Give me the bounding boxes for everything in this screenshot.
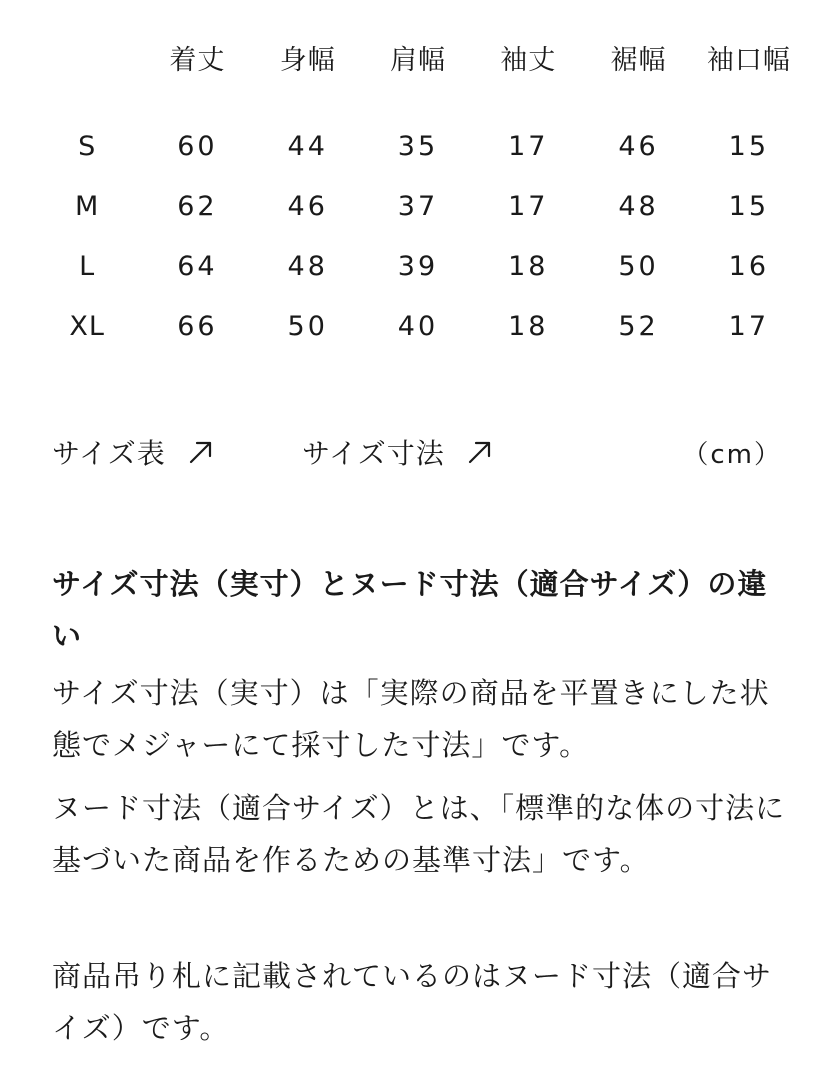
table-cell: 64 [177,250,218,282]
table-cell: 35 [397,130,439,162]
unit-label: （cm） [682,440,782,470]
header-shoulder-width: 肩幅 [389,44,446,76]
table-cell: 18 [508,250,549,282]
table-cell: 17 [728,310,770,342]
table-cell: 17 [508,190,549,222]
table-cell: 37 [397,190,439,222]
table-cell: 18 [508,310,549,342]
table-spacer [32,86,804,116]
table-row [32,116,804,176]
table-cell: 48 [618,190,659,222]
table-row [32,236,804,296]
table-cell: 62 [177,190,218,222]
size-chart-link[interactable] [52,432,214,472]
table-cell: 44 [287,130,328,162]
header-hem-width: 裾幅 [610,44,667,76]
table-cell: 46 [618,130,659,162]
header-length: 着丈 [169,44,226,76]
table-cell: 60 [177,130,218,162]
header-sleeve-length: 袖丈 [500,44,557,76]
size-table [32,28,804,356]
table-cell: 15 [728,130,770,162]
table-row [32,296,804,356]
header-cuff-width: 袖口幅 [706,44,791,76]
table-cell: 40 [397,310,439,342]
size-measurement-link[interactable] [302,432,493,472]
paragraph-actual-size: サイズ寸法（実寸）は「実際の商品を平置きにした状態でメジャーにて採寸した寸法」です。 [52,676,770,762]
size-label: L [79,250,96,282]
table-cell: 16 [728,250,770,282]
table-cell: 17 [508,130,549,162]
paragraph-tag-note: 商品吊り札に記載されているのはヌード寸法（適合サイズ）です。 [52,959,773,1045]
paragraph-nude-size: ヌード寸法（適合サイズ）とは、「標準的な体の寸法に基づいた商品を作るための基準寸法」です。 [52,791,786,877]
size-label: XL [69,310,105,342]
table-cell: 50 [618,250,659,282]
table-cell: 50 [287,310,328,342]
external-arrow-icon [188,439,214,465]
table-cell: 66 [177,310,218,342]
size-links-row [52,432,792,478]
size-table-header-row [32,28,804,86]
table-cell: 39 [397,250,439,282]
table-row [32,176,804,236]
table-cell: 15 [728,190,770,222]
size-label: M [74,190,100,222]
section-heading: サイズ寸法（実寸）とヌード寸法（適合サイズ）の違い [52,567,768,653]
size-chart-link-label: サイズ表 [52,437,166,470]
table-cell: 52 [618,310,659,342]
size-table-header-corner [32,28,142,86]
external-arrow-icon [467,439,493,465]
size-measurement-link-label: サイズ寸法 [302,437,445,470]
header-body-width: 身幅 [279,44,336,76]
size-label: S [78,130,97,162]
table-cell: 48 [287,250,328,282]
table-cell: 46 [287,190,328,222]
